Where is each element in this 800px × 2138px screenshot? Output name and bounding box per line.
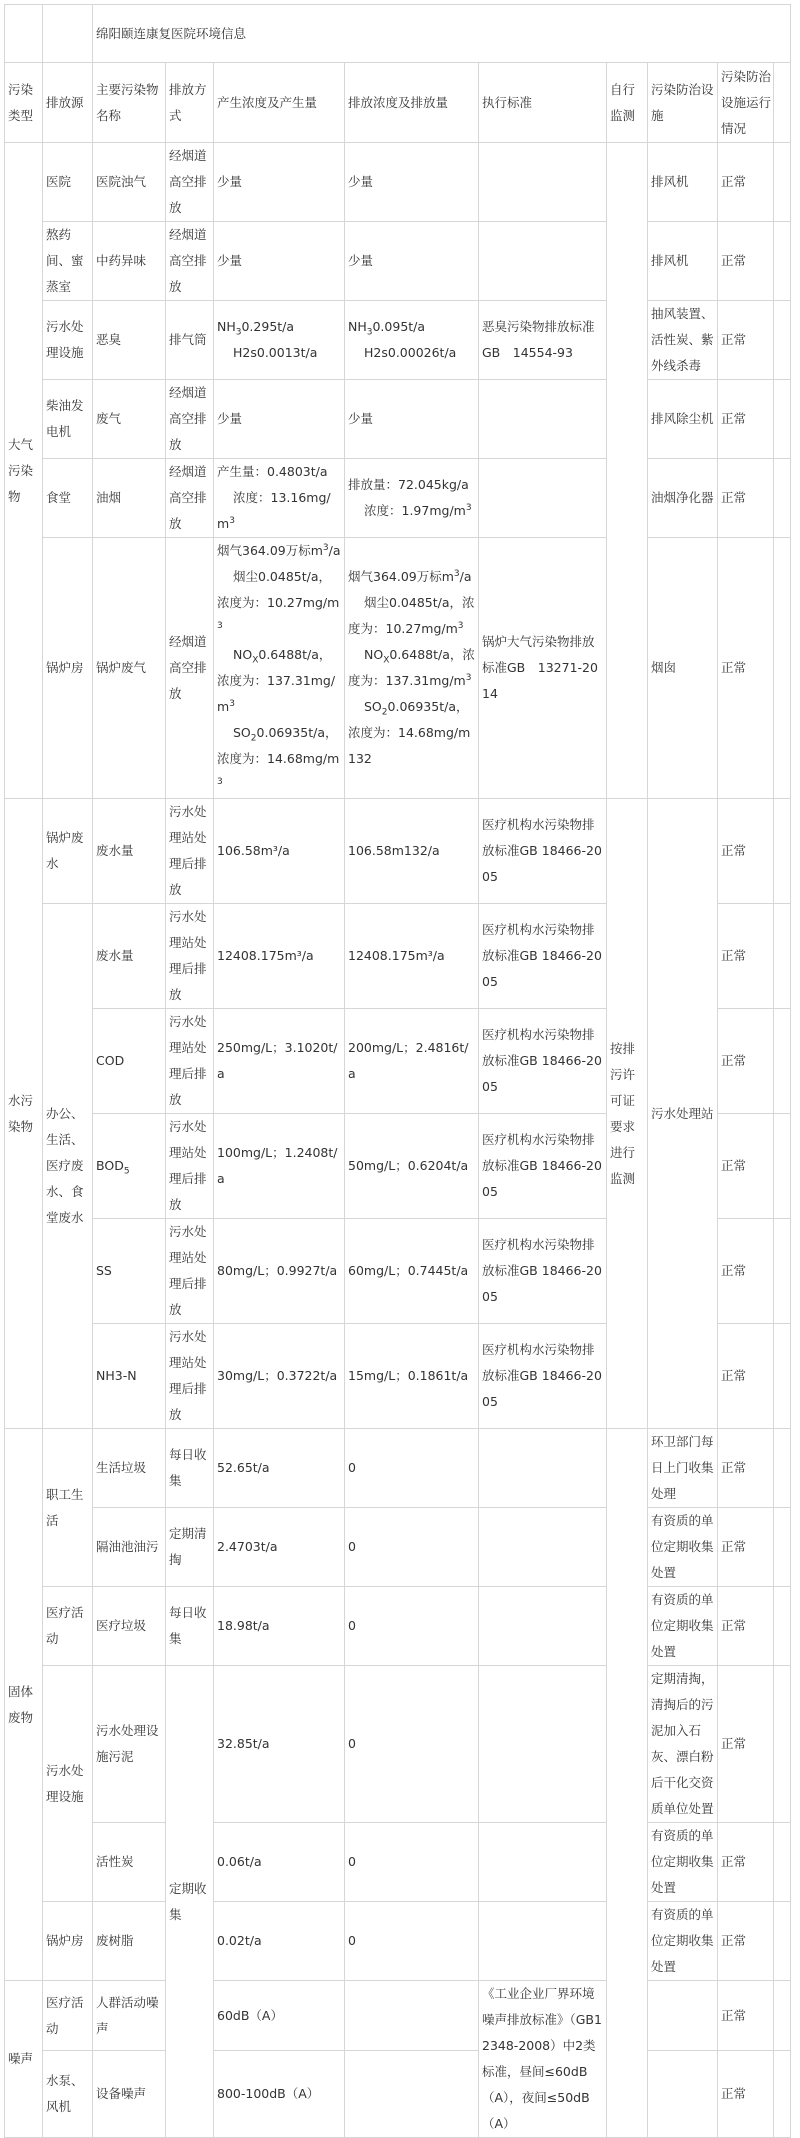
facility-cell: 烟囱 [648, 538, 718, 799]
facility-cell: 排风机 [648, 143, 718, 222]
blank-cell [774, 1902, 791, 1981]
gen-nh3: $NH_30.295t/a$ [217, 319, 295, 338]
generation-cell: 52.65t/a [214, 1429, 345, 1508]
source-cell: 医院 [43, 143, 93, 222]
pollutant-cell: 恶臭 [93, 301, 166, 380]
status-cell: 正常 [718, 1823, 774, 1902]
blank-cell [774, 904, 791, 1009]
standard-cell: 恶臭污染物排放标准GB 14554-93 [479, 301, 607, 380]
emit-amount: 排放量：72.045kg/a [348, 477, 469, 492]
category-air: 大气污染物 [5, 143, 43, 799]
facility-cell: 污水处理站 [648, 799, 718, 1429]
method-cell: 经烟道高空排放 [166, 143, 214, 222]
emission-cell: 少量 [345, 143, 479, 222]
source-cell: 污水处理设施 [43, 301, 93, 380]
category-water: 水污染物 [5, 799, 43, 1429]
method-cell: 污水处理站处理后排放 [166, 1324, 214, 1429]
status-cell: 正常 [718, 1981, 774, 2051]
header-source: 排放源 [43, 63, 93, 143]
emission-cell: 60mg/L；0.7445t/a [345, 1219, 479, 1324]
emission-cell: 少量 [345, 380, 479, 459]
blank-cell [774, 538, 791, 799]
pollutant-cell: 污水处理设施污泥 [93, 1666, 166, 1823]
standard-cell [479, 1508, 607, 1587]
generation-cell [214, 538, 345, 799]
emission-cell: 0 [345, 1902, 479, 1981]
emit-h2s: H2s0.00026t/a [364, 345, 457, 360]
standard-cell [479, 1429, 607, 1508]
header-facility: 污染防治设施 [648, 63, 718, 143]
source-cell: 锅炉房 [43, 538, 93, 799]
method-cell: 每日收集 [166, 1429, 214, 1508]
monitoring-cell [607, 1429, 648, 2138]
standard-cell: 医疗机构水污染物排放标准GB 18466-2005 [479, 1219, 607, 1324]
emit-nox: $NO_X0.6488t/a$，浓度为：$137.31mg/m^3$ [348, 647, 475, 688]
source-cell: 食堂 [43, 459, 93, 538]
blank-cell [774, 1324, 791, 1429]
category-noise: 噪声 [5, 1981, 43, 2138]
header-emission: 排放浓度及排放量 [345, 63, 479, 143]
source-cell: 医疗活动 [43, 1587, 93, 1666]
status-cell: 正常 [718, 1219, 774, 1324]
source-cell: 办公、生活、医疗废水、食堂废水 [43, 904, 93, 1429]
table-row [5, 1508, 791, 1587]
generation-cell: 250mg/L；3.1020t/a [214, 1009, 345, 1114]
generation-cell: 32.85t/a [214, 1666, 345, 1823]
gen-concentration: 浓度：$13.16mg/m^3$ [217, 490, 331, 531]
gen-flue-gas: 烟气364.09万标$m^3/a$ [217, 542, 341, 558]
emit-nh3: $NH_30.095t/a$ [348, 319, 426, 338]
header-generation: 产生浓度及产生量 [214, 63, 345, 143]
generation-cell: 60dB（A） [214, 1981, 345, 2051]
blank-cell [774, 799, 791, 904]
generation-cell: 0.06t/a [214, 1823, 345, 1902]
pollutant-cell: 废气 [93, 380, 166, 459]
pollutant-cell: 设备噪声 [93, 2051, 166, 2138]
pollutant-cell: 生活垃圾 [93, 1429, 166, 1508]
source-cell: 职工生活 [43, 1429, 93, 1587]
status-cell: 正常 [718, 904, 774, 1009]
status-cell: 正常 [718, 1009, 774, 1114]
generation-cell: 2.4703t/a [214, 1508, 345, 1587]
emission-cell: 0 [345, 1587, 479, 1666]
header-method: 排放方式 [166, 63, 214, 143]
table-row [5, 222, 791, 301]
pollutant-cell: COD [93, 1009, 166, 1114]
generation-cell: 800-100dB（A） [214, 2051, 345, 2138]
gen-amount: 产生量：0.4803t/a [217, 464, 328, 479]
table-row [5, 459, 791, 538]
blank-cell [43, 5, 93, 63]
pollutant-cell: 油烟 [93, 459, 166, 538]
status-cell: 正常 [718, 1587, 774, 1666]
emission-cell: 106.58m132/a [345, 799, 479, 904]
monitoring-cell [607, 143, 648, 799]
source-cell: 柴油发电机 [43, 380, 93, 459]
emission-cell: 50mg/L；0.6204t/a [345, 1114, 479, 1219]
standard-cell [479, 1823, 607, 1902]
emission-cell [345, 1981, 479, 2051]
method-cell: 每日收集 [166, 1587, 214, 1666]
table-row [5, 1587, 791, 1666]
generation-cell [214, 301, 345, 380]
standard-cell [479, 380, 607, 459]
standard-cell [479, 1666, 607, 1823]
facility-cell: 有资质的单位定期收集处置 [648, 1902, 718, 1981]
blank-cell [774, 459, 791, 538]
source-cell: 锅炉废水 [43, 799, 93, 904]
standard-cell: 医疗机构水污染物排放标准GB 18466-2005 [479, 1324, 607, 1429]
header-pollutant: 主要污染物名称 [93, 63, 166, 143]
generation-cell: 少量 [214, 143, 345, 222]
standard-cell: 医疗机构水污染物排放标准GB 18466-2005 [479, 799, 607, 904]
blank-cell [774, 1009, 791, 1114]
pollutant-cell: 废水量 [93, 799, 166, 904]
facility-cell [648, 1981, 718, 2051]
environment-info-table [4, 4, 791, 2138]
emission-cell [345, 2051, 479, 2138]
pollutant-cell: 活性炭 [93, 1823, 166, 1902]
status-cell: 正常 [718, 380, 774, 459]
table-row [5, 1823, 791, 1902]
standard-cell [479, 1902, 607, 1981]
emission-cell: 0 [345, 1823, 479, 1902]
header-status: 污染防治设施运行情况 [718, 63, 774, 143]
status-cell: 正常 [718, 538, 774, 799]
generation-cell: 12408.175m³/a [214, 904, 345, 1009]
pollutant-cell: 医院浊气 [93, 143, 166, 222]
source-cell: 医疗活动 [43, 1981, 93, 2051]
standard-cell [479, 459, 607, 538]
blank-cell [774, 1429, 791, 1508]
emit-dust: 烟尘0.0485t/a，浓度为：$10.27mg/m^3$ [348, 595, 475, 636]
gen-dust: 烟尘0.0485t/a，浓度为：$10.27mg/m^3$ [217, 569, 340, 631]
header-monitoring: 自行监测 [607, 63, 648, 143]
gen-h2s: H2s0.0013t/a [233, 345, 318, 360]
method-cell: 经烟道高空排放 [166, 459, 214, 538]
method-cell: 污水处理站处理后排放 [166, 1009, 214, 1114]
table-row [5, 1902, 791, 1981]
pollutant-cell: 废树脂 [93, 1902, 166, 1981]
standard-cell: 锅炉大气污染物排放标准GB 13271-2014 [479, 538, 607, 799]
blank-cell [774, 2051, 791, 2138]
status-cell: 正常 [718, 459, 774, 538]
standard-cell [479, 222, 607, 301]
header-standard: 执行标准 [479, 63, 607, 143]
generation-cell: 30mg/L；0.3722t/a [214, 1324, 345, 1429]
emission-cell: 0 [345, 1429, 479, 1508]
blank-cell [774, 1219, 791, 1324]
status-cell: 正常 [718, 1666, 774, 1823]
blank-cell [5, 5, 43, 63]
status-cell: 正常 [718, 1114, 774, 1219]
facility-cell: 有资质的单位定期收集处置 [648, 1508, 718, 1587]
pollutant-cell: $BOD_5$ [93, 1114, 166, 1219]
pollutant-cell: NH3-N [93, 1324, 166, 1429]
blank-cell [774, 380, 791, 459]
facility-cell: 排风除尘机 [648, 380, 718, 459]
emission-cell: 0 [345, 1666, 479, 1823]
pollutant-cell: 锅炉废气 [93, 538, 166, 799]
status-cell: 正常 [718, 143, 774, 222]
status-cell: 正常 [718, 1508, 774, 1587]
status-cell: 正常 [718, 799, 774, 904]
table-row [5, 1981, 791, 2051]
generation-cell [214, 459, 345, 538]
source-cell: 锅炉房 [43, 1902, 93, 1981]
standard-cell [479, 143, 607, 222]
monitoring-cell: 按排污许可证要求进行监测 [607, 799, 648, 1429]
status-cell: 正常 [718, 1902, 774, 1981]
emit-so2: $SO_20.06935t/a$，浓度为：14.68mg/m132 [348, 699, 471, 766]
method-cell: 定期收集 [166, 1666, 214, 2138]
emission-cell: 15mg/L；0.1861t/a [345, 1324, 479, 1429]
pollutant-cell: 中药异味 [93, 222, 166, 301]
generation-cell: 0.02t/a [214, 1902, 345, 1981]
standard-cell: 医疗机构水污染物排放标准GB 18466-2005 [479, 904, 607, 1009]
blank-cell [774, 1666, 791, 1823]
status-cell: 正常 [718, 222, 774, 301]
status-cell: 正常 [718, 2051, 774, 2138]
status-cell: 正常 [718, 1324, 774, 1429]
facility-cell: 排风机 [648, 222, 718, 301]
blank-cell [774, 143, 791, 222]
standard-cell: 医疗机构水污染物排放标准GB 18466-2005 [479, 1114, 607, 1219]
facility-cell: 有资质的单位定期收集处置 [648, 1823, 718, 1902]
standard-cell: 医疗机构水污染物排放标准GB 18466-2005 [479, 1009, 607, 1114]
method-cell: 污水处理站处理后排放 [166, 1219, 214, 1324]
generation-cell: 少量 [214, 222, 345, 301]
category-solid: 固体废物 [5, 1429, 43, 1981]
pollutant-cell: SS [93, 1219, 166, 1324]
pollutant-cell: 人群活动噪声 [93, 1981, 166, 2051]
table-row [5, 538, 791, 799]
blank-cell [774, 1508, 791, 1587]
source-cell: 污水处理设施 [43, 1666, 93, 1902]
header-row [5, 63, 791, 143]
pollutant-cell: 废水量 [93, 904, 166, 1009]
emission-cell: 200mg/L；2.4816t/a [345, 1009, 479, 1114]
emit-flue-gas: 烟气364.09万标$m^3/a$ [348, 568, 472, 584]
gen-so2: $SO_20.06935t/a$，浓度为：$14.68mg/m^3$ [217, 725, 340, 787]
emission-cell: 12408.175m³/a [345, 904, 479, 1009]
blank-cell [774, 1823, 791, 1902]
table-row [5, 301, 791, 380]
emission-cell [345, 538, 479, 799]
pollutant-cell: 医疗垃圾 [93, 1587, 166, 1666]
blank-cell [774, 63, 791, 143]
emission-cell: 少量 [345, 222, 479, 301]
method-cell: 定期清掏 [166, 1508, 214, 1587]
standard-cell [479, 1587, 607, 1666]
table-row [5, 799, 791, 904]
method-cell: 排气筒 [166, 301, 214, 380]
gen-nox: $NO_X0.6488t/a$，浓度为：$137.31mg/m^3$ [217, 647, 336, 714]
blank-cell [774, 1587, 791, 1666]
emission-cell [345, 459, 479, 538]
method-cell: 污水处理站处理后排放 [166, 799, 214, 904]
generation-cell: 80mg/L；0.9927t/a [214, 1219, 345, 1324]
table-row [5, 1666, 791, 1823]
facility-cell: 环卫部门每日上门收集处理 [648, 1429, 718, 1508]
source-cell: 熬药间、蜜蒸室 [43, 222, 93, 301]
standard-cell: 《工业企业厂界环境噪声排放标准》（GB12348-2008）中2类标准，昼间≤60dB（A），夜间≤50dB（A） [479, 1981, 607, 2138]
generation-cell: 100mg/L；1.2408t/a [214, 1114, 345, 1219]
status-cell: 正常 [718, 301, 774, 380]
source-cell: 水泵、风机 [43, 2051, 93, 2138]
facility-cell [648, 2051, 718, 2138]
blank-cell [774, 301, 791, 380]
facility-cell: 有资质的单位定期收集处置 [648, 1587, 718, 1666]
pollutant-cell: 隔油池油污 [93, 1508, 166, 1587]
generation-cell: 106.58m³/a [214, 799, 345, 904]
facility-cell: 油烟净化器 [648, 459, 718, 538]
facility-cell: 定期清掏，清掏后的污泥加入石灰、漂白粉后干化交资质单位处置 [648, 1666, 718, 1823]
generation-cell: 18.98t/a [214, 1587, 345, 1666]
table-row [5, 143, 791, 222]
generation-cell: 少量 [214, 380, 345, 459]
method-cell: 污水处理站处理后排放 [166, 1114, 214, 1219]
blank-cell [774, 222, 791, 301]
emission-cell: 0 [345, 1508, 479, 1587]
status-cell: 正常 [718, 1429, 774, 1508]
facility-cell: 抽风装置、活性炭、紫外线杀毒 [648, 301, 718, 380]
header-pollution-type: 污染类型 [5, 63, 43, 143]
method-cell: 经烟道高空排放 [166, 538, 214, 799]
blank-cell [774, 1981, 791, 2051]
emission-cell [345, 301, 479, 380]
emit-concentration: 浓度：$1.97mg/m^3$ [364, 502, 472, 518]
method-cell: 污水处理站处理后排放 [166, 904, 214, 1009]
title-row [5, 5, 791, 63]
table-row [5, 2051, 791, 2138]
method-cell: 经烟道高空排放 [166, 380, 214, 459]
method-cell: 经烟道高空排放 [166, 222, 214, 301]
table-row [5, 380, 791, 459]
blank-cell [774, 1114, 791, 1219]
table-title: 绵阳颐连康复医院环境信息 [93, 5, 791, 63]
table-row [5, 1429, 791, 1508]
